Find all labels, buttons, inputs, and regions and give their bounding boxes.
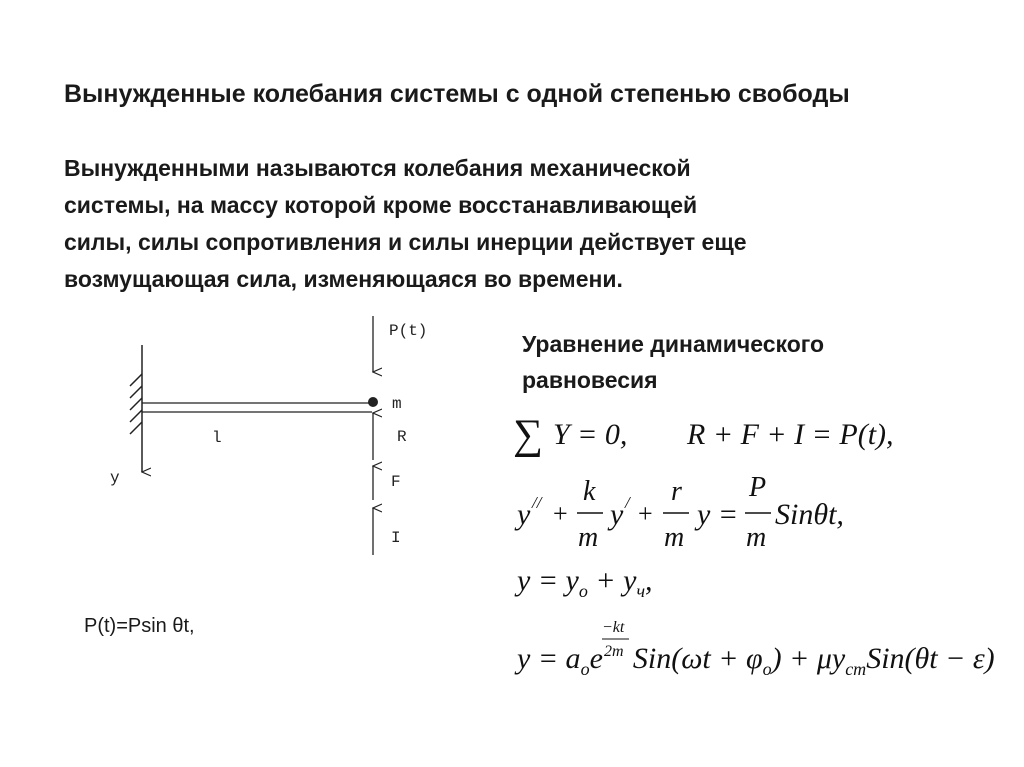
length-label: l bbox=[212, 429, 222, 447]
eq2-m3: m bbox=[746, 522, 767, 553]
sum-symbol: ∑ bbox=[513, 412, 543, 458]
definition-line: возмущающая сила, изменяющаяся во времени. bbox=[64, 266, 623, 292]
equation-3 bbox=[514, 564, 653, 601]
eq2-y2: y bbox=[517, 498, 531, 531]
eq2-k: k bbox=[583, 476, 596, 507]
definition-line: силы, силы сопротивления и силы инерции действует еще bbox=[64, 229, 747, 255]
equation-heading bbox=[522, 326, 824, 398]
equations-block bbox=[505, 400, 1010, 700]
i-force-label: I bbox=[391, 529, 401, 547]
wall-hatching bbox=[130, 374, 142, 434]
eq2-y1-prime: / bbox=[625, 493, 630, 512]
eq2-y2-prime: // bbox=[532, 493, 542, 512]
definition-line: системы, на массу которой кроме восстанавливающей bbox=[64, 192, 698, 218]
equation-heading-line: равновесия bbox=[522, 367, 658, 393]
eq4-exp-den: 2m bbox=[604, 643, 624, 660]
mass-point bbox=[368, 397, 378, 407]
definition-text bbox=[64, 150, 904, 298]
load-label: P(t) bbox=[389, 322, 428, 340]
eq2-P: P bbox=[749, 472, 767, 503]
r-force-label: R bbox=[397, 428, 407, 446]
eq2-m2: m bbox=[664, 522, 685, 553]
eq4-exp-num: −kt bbox=[602, 619, 625, 636]
equation-1b: R + F + I = P(t), bbox=[687, 418, 894, 451]
beam-diagram bbox=[100, 300, 460, 570]
slide-title: Вынужденные колебания системы с одной степенью свободы bbox=[64, 80, 850, 108]
f-force-label: F bbox=[391, 473, 401, 491]
eq2-plus1: + bbox=[553, 499, 568, 528]
eq2-y1: y bbox=[610, 498, 624, 531]
eq2-y0: y = bbox=[697, 498, 739, 531]
axis-y-label: y bbox=[110, 469, 120, 487]
equation-2 bbox=[514, 472, 844, 553]
eq3-main: $y = y_o + y_ч$, bbox=[517, 564, 653, 601]
definition-line: Вынужденными называются колебания механической bbox=[64, 155, 691, 181]
eq2-m1: m bbox=[578, 522, 599, 553]
eq2-plus2: + bbox=[638, 499, 653, 528]
eq2-r: r bbox=[671, 476, 682, 507]
load-formula: P(t)=Psin θt, bbox=[84, 615, 195, 637]
equation-1a: Y = 0, bbox=[553, 418, 628, 451]
mass-label: m bbox=[392, 395, 402, 413]
eq4-main: $y = a_oe$ $Sin(\omega t + \varphi_o) + \mu y_{ст}Sin(\theta t - \varepsilon)$ bbox=[517, 642, 995, 679]
equation-4 bbox=[514, 619, 995, 679]
eq2-sin: Sinθt, bbox=[775, 498, 844, 531]
equation-heading-line: Уравнение динамического bbox=[522, 331, 825, 357]
